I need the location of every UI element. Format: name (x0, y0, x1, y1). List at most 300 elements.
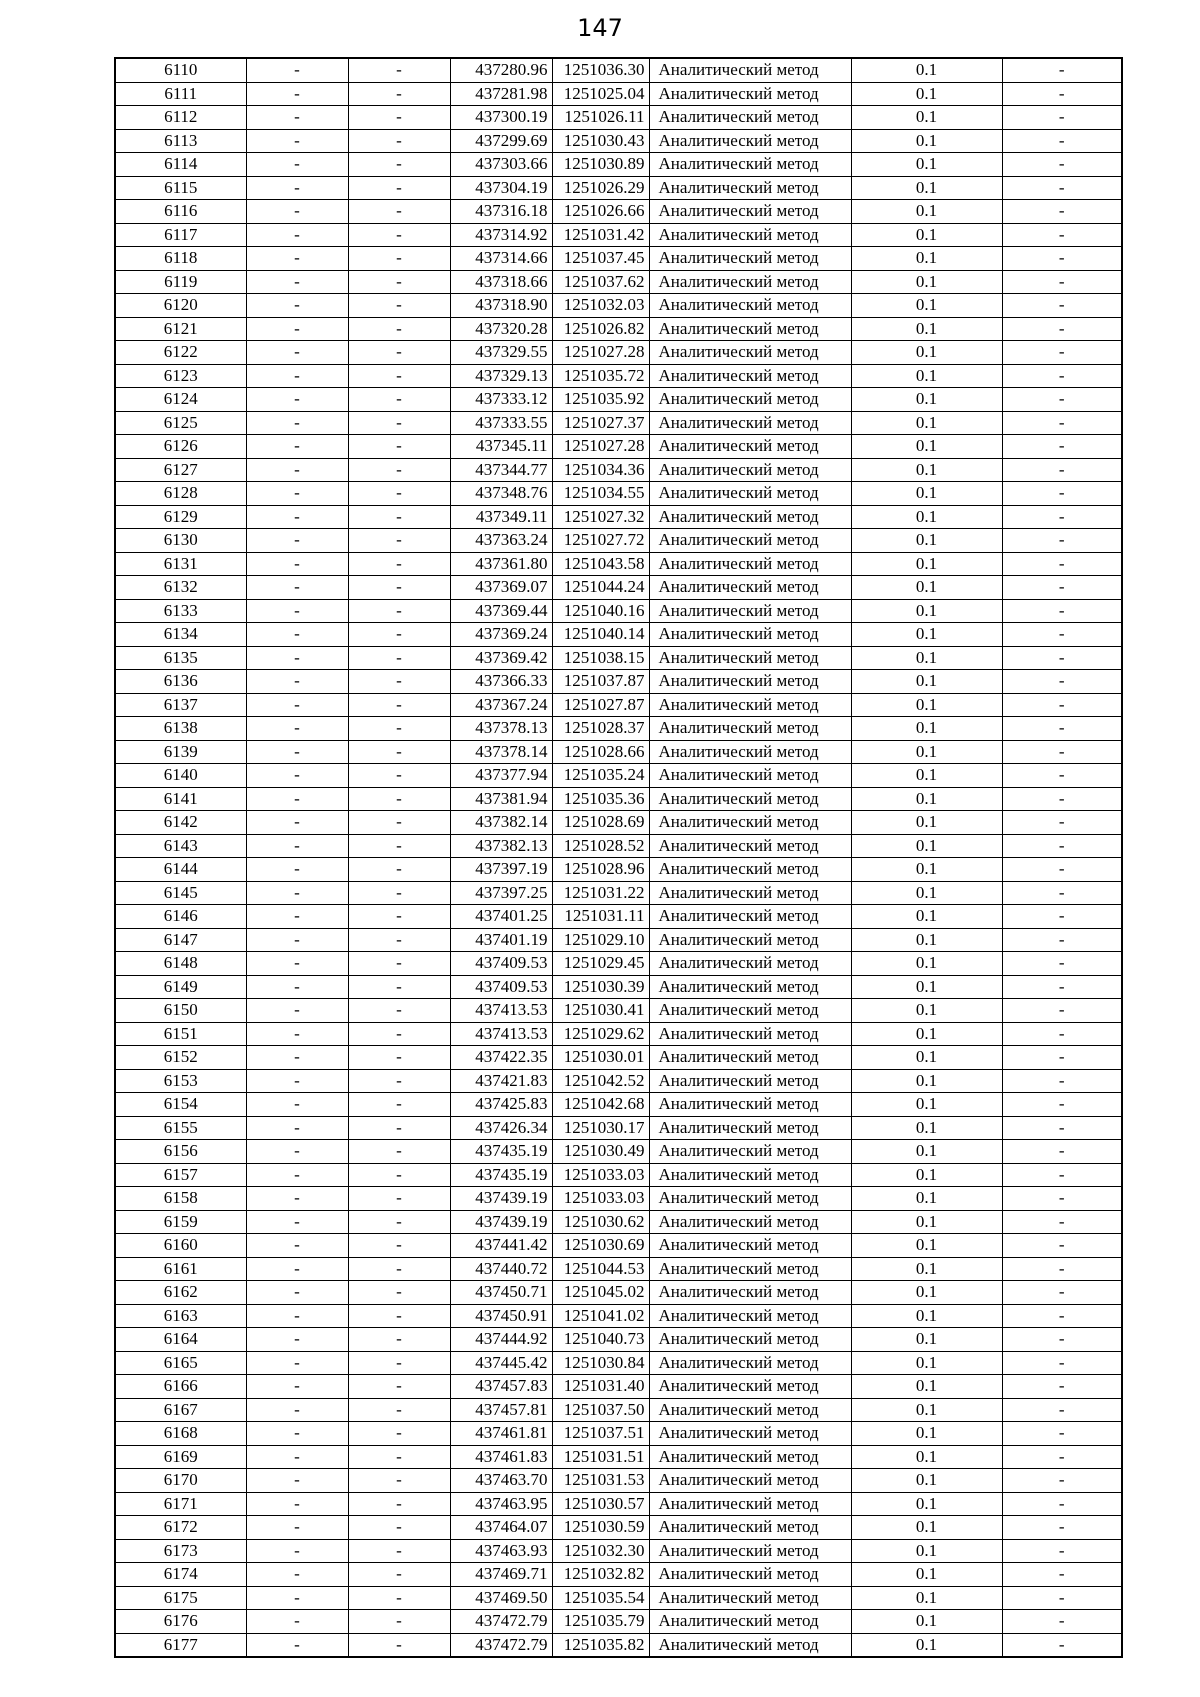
precision-cell: 0.1 (851, 999, 1002, 1023)
dash-cell-a: - (246, 975, 348, 999)
dash-cell-c: - (1002, 999, 1122, 1023)
dash-cell-c: - (1002, 1046, 1122, 1070)
dash-cell-c: - (1002, 693, 1122, 717)
y-coordinate-cell: 1251030.57 (552, 1492, 649, 1516)
dash-cell-b: - (348, 623, 450, 647)
dash-cell-b: - (348, 928, 450, 952)
dash-cell-a: - (246, 505, 348, 529)
dash-cell-a: - (246, 1398, 348, 1422)
dash-cell-a: - (246, 388, 348, 412)
dash-cell-a: - (246, 1281, 348, 1305)
dash-cell-c: - (1002, 881, 1122, 905)
dash-cell-c: - (1002, 1586, 1122, 1610)
x-coordinate-cell: 437378.13 (450, 717, 552, 741)
point-number-cell: 6177 (115, 1633, 246, 1657)
method-cell: Аналитический метод (649, 1116, 851, 1140)
point-number-cell: 6161 (115, 1257, 246, 1281)
table-row (115, 1304, 1122, 1328)
method-cell: Аналитический метод (649, 1351, 851, 1375)
x-coordinate-cell: 437378.14 (450, 740, 552, 764)
x-coordinate-cell: 437345.11 (450, 435, 552, 459)
point-number-cell: 6149 (115, 975, 246, 999)
x-coordinate-cell: 437439.19 (450, 1210, 552, 1234)
point-number-cell: 6136 (115, 670, 246, 694)
precision-cell: 0.1 (851, 270, 1002, 294)
dash-cell-a: - (246, 928, 348, 952)
dash-cell-c: - (1002, 1022, 1122, 1046)
x-coordinate-cell: 437363.24 (450, 529, 552, 553)
table-row (115, 1281, 1122, 1305)
dash-cell-a: - (246, 1163, 348, 1187)
dash-cell-a: - (246, 834, 348, 858)
method-cell: Аналитический метод (649, 881, 851, 905)
x-coordinate-cell: 437329.55 (450, 341, 552, 365)
dash-cell-c: - (1002, 1422, 1122, 1446)
dash-cell-c: - (1002, 623, 1122, 647)
y-coordinate-cell: 1251030.49 (552, 1140, 649, 1164)
method-cell: Аналитический метод (649, 1398, 851, 1422)
precision-cell: 0.1 (851, 1445, 1002, 1469)
dash-cell-c: - (1002, 1328, 1122, 1352)
precision-cell: 0.1 (851, 1539, 1002, 1563)
x-coordinate-cell: 437280.96 (450, 58, 552, 82)
dash-cell-c: - (1002, 1257, 1122, 1281)
precision-cell: 0.1 (851, 529, 1002, 553)
y-coordinate-cell: 1251043.58 (552, 552, 649, 576)
dash-cell-a: - (246, 1046, 348, 1070)
dash-cell-b: - (348, 153, 450, 177)
y-coordinate-cell: 1251037.62 (552, 270, 649, 294)
point-number-cell: 6124 (115, 388, 246, 412)
method-cell: Аналитический метод (649, 529, 851, 553)
dash-cell-b: - (348, 200, 450, 224)
point-number-cell: 6166 (115, 1375, 246, 1399)
table-row (115, 646, 1122, 670)
y-coordinate-cell: 1251027.28 (552, 435, 649, 459)
x-coordinate-cell: 437329.13 (450, 364, 552, 388)
precision-cell: 0.1 (851, 1375, 1002, 1399)
precision-cell: 0.1 (851, 670, 1002, 694)
x-coordinate-cell: 437318.90 (450, 294, 552, 318)
x-coordinate-cell: 437457.83 (450, 1375, 552, 1399)
point-number-cell: 6140 (115, 764, 246, 788)
method-cell: Аналитический метод (649, 388, 851, 412)
precision-cell: 0.1 (851, 740, 1002, 764)
dash-cell-a: - (246, 58, 348, 82)
dash-cell-c: - (1002, 364, 1122, 388)
y-coordinate-cell: 1251030.43 (552, 129, 649, 153)
point-number-cell: 6142 (115, 811, 246, 835)
dash-cell-a: - (246, 1116, 348, 1140)
x-coordinate-cell: 437457.81 (450, 1398, 552, 1422)
dash-cell-b: - (348, 693, 450, 717)
point-number-cell: 6174 (115, 1563, 246, 1587)
y-coordinate-cell: 1251030.89 (552, 153, 649, 177)
dash-cell-a: - (246, 717, 348, 741)
y-coordinate-cell: 1251027.37 (552, 411, 649, 435)
table-row (115, 1328, 1122, 1352)
point-number-cell: 6157 (115, 1163, 246, 1187)
table-row (115, 1492, 1122, 1516)
precision-cell: 0.1 (851, 1469, 1002, 1493)
dash-cell-b: - (348, 1140, 450, 1164)
dash-cell-b: - (348, 129, 450, 153)
dash-cell-b: - (348, 552, 450, 576)
point-number-cell: 6126 (115, 435, 246, 459)
precision-cell: 0.1 (851, 247, 1002, 271)
dash-cell-b: - (348, 1210, 450, 1234)
y-coordinate-cell: 1251028.37 (552, 717, 649, 741)
y-coordinate-cell: 1251035.54 (552, 1586, 649, 1610)
x-coordinate-cell: 437469.50 (450, 1586, 552, 1610)
dash-cell-c: - (1002, 176, 1122, 200)
y-coordinate-cell: 1251032.82 (552, 1563, 649, 1587)
y-coordinate-cell: 1251035.79 (552, 1610, 649, 1634)
point-number-cell: 6135 (115, 646, 246, 670)
point-number-cell: 6145 (115, 881, 246, 905)
dash-cell-c: - (1002, 435, 1122, 459)
method-cell: Аналитический метод (649, 552, 851, 576)
precision-cell: 0.1 (851, 1563, 1002, 1587)
dash-cell-c: - (1002, 1304, 1122, 1328)
dash-cell-a: - (246, 411, 348, 435)
dash-cell-c: - (1002, 811, 1122, 835)
y-coordinate-cell: 1251042.68 (552, 1093, 649, 1117)
point-number-cell: 6176 (115, 1610, 246, 1634)
precision-cell: 0.1 (851, 317, 1002, 341)
dash-cell-b: - (348, 1492, 450, 1516)
table-row (115, 1539, 1122, 1563)
dash-cell-b: - (348, 834, 450, 858)
dash-cell-c: - (1002, 247, 1122, 271)
dash-cell-c: - (1002, 740, 1122, 764)
method-cell: Аналитический метод (649, 1586, 851, 1610)
point-number-cell: 6172 (115, 1516, 246, 1540)
x-coordinate-cell: 437369.42 (450, 646, 552, 670)
dash-cell-c: - (1002, 1445, 1122, 1469)
dash-cell-b: - (348, 1281, 450, 1305)
dash-cell-b: - (348, 1163, 450, 1187)
x-coordinate-cell: 437422.35 (450, 1046, 552, 1070)
method-cell: Аналитический метод (649, 975, 851, 999)
method-cell: Аналитический метод (649, 1328, 851, 1352)
dash-cell-a: - (246, 1351, 348, 1375)
x-coordinate-cell: 437314.66 (450, 247, 552, 271)
dash-cell-a: - (246, 693, 348, 717)
y-coordinate-cell: 1251040.16 (552, 599, 649, 623)
point-number-cell: 6148 (115, 952, 246, 976)
x-coordinate-cell: 437426.34 (450, 1116, 552, 1140)
x-coordinate-cell: 437440.72 (450, 1257, 552, 1281)
precision-cell: 0.1 (851, 881, 1002, 905)
point-number-cell: 6130 (115, 529, 246, 553)
y-coordinate-cell: 1251027.28 (552, 341, 649, 365)
precision-cell: 0.1 (851, 717, 1002, 741)
point-number-cell: 6147 (115, 928, 246, 952)
method-cell: Аналитический метод (649, 1022, 851, 1046)
precision-cell: 0.1 (851, 1022, 1002, 1046)
dash-cell-c: - (1002, 1351, 1122, 1375)
method-cell: Аналитический метод (649, 1069, 851, 1093)
y-coordinate-cell: 1251031.42 (552, 223, 649, 247)
dash-cell-b: - (348, 1257, 450, 1281)
method-cell: Аналитический метод (649, 646, 851, 670)
x-coordinate-cell: 437281.98 (450, 82, 552, 106)
dash-cell-b: - (348, 717, 450, 741)
x-coordinate-cell: 437469.71 (450, 1563, 552, 1587)
y-coordinate-cell: 1251034.55 (552, 482, 649, 506)
dash-cell-b: - (348, 1328, 450, 1352)
method-cell: Аналитический метод (649, 294, 851, 318)
precision-cell: 0.1 (851, 1116, 1002, 1140)
table-row (115, 341, 1122, 365)
precision-cell: 0.1 (851, 129, 1002, 153)
point-number-cell: 6150 (115, 999, 246, 1023)
table-row (115, 1116, 1122, 1140)
x-coordinate-cell: 437361.80 (450, 552, 552, 576)
point-number-cell: 6144 (115, 858, 246, 882)
dash-cell-a: - (246, 1210, 348, 1234)
point-number-cell: 6114 (115, 153, 246, 177)
dash-cell-c: - (1002, 1398, 1122, 1422)
precision-cell: 0.1 (851, 952, 1002, 976)
dash-cell-c: - (1002, 1375, 1122, 1399)
table-row (115, 693, 1122, 717)
point-number-cell: 6153 (115, 1069, 246, 1093)
table-row (115, 576, 1122, 600)
dash-cell-a: - (246, 176, 348, 200)
point-number-cell: 6131 (115, 552, 246, 576)
table-row (115, 999, 1122, 1023)
precision-cell: 0.1 (851, 764, 1002, 788)
dash-cell-a: - (246, 1492, 348, 1516)
precision-cell: 0.1 (851, 1492, 1002, 1516)
table-row (115, 58, 1122, 82)
dash-cell-a: - (246, 787, 348, 811)
dash-cell-a: - (246, 1375, 348, 1399)
dash-cell-a: - (246, 317, 348, 341)
dash-cell-c: - (1002, 1163, 1122, 1187)
table-row (115, 364, 1122, 388)
point-number-cell: 6121 (115, 317, 246, 341)
method-cell: Аналитический метод (649, 82, 851, 106)
method-cell: Аналитический метод (649, 811, 851, 835)
y-coordinate-cell: 1251030.69 (552, 1234, 649, 1258)
x-coordinate-cell: 437472.79 (450, 1610, 552, 1634)
dash-cell-b: - (348, 881, 450, 905)
dash-cell-c: - (1002, 341, 1122, 365)
dash-cell-c: - (1002, 1516, 1122, 1540)
y-coordinate-cell: 1251031.53 (552, 1469, 649, 1493)
table-row (115, 388, 1122, 412)
point-number-cell: 6164 (115, 1328, 246, 1352)
method-cell: Аналитический метод (649, 270, 851, 294)
dash-cell-b: - (348, 58, 450, 82)
precision-cell: 0.1 (851, 82, 1002, 106)
point-number-cell: 6143 (115, 834, 246, 858)
dash-cell-c: - (1002, 764, 1122, 788)
x-coordinate-cell: 437299.69 (450, 129, 552, 153)
method-cell: Аналитический метод (649, 129, 851, 153)
x-coordinate-cell: 437401.19 (450, 928, 552, 952)
dash-cell-b: - (348, 999, 450, 1023)
dash-cell-c: - (1002, 1633, 1122, 1657)
dash-cell-b: - (348, 646, 450, 670)
point-number-cell: 6113 (115, 129, 246, 153)
precision-cell: 0.1 (851, 1610, 1002, 1634)
table-row (115, 858, 1122, 882)
point-number-cell: 6171 (115, 1492, 246, 1516)
y-coordinate-cell: 1251042.52 (552, 1069, 649, 1093)
dash-cell-b: - (348, 787, 450, 811)
y-coordinate-cell: 1251037.51 (552, 1422, 649, 1446)
point-number-cell: 6175 (115, 1586, 246, 1610)
method-cell: Аналитический метод (649, 1633, 851, 1657)
table-row (115, 1445, 1122, 1469)
dash-cell-b: - (348, 82, 450, 106)
y-coordinate-cell: 1251035.24 (552, 764, 649, 788)
table-row (115, 223, 1122, 247)
y-coordinate-cell: 1251029.62 (552, 1022, 649, 1046)
y-coordinate-cell: 1251028.96 (552, 858, 649, 882)
dash-cell-b: - (348, 1234, 450, 1258)
dash-cell-b: - (348, 1351, 450, 1375)
dash-cell-b: - (348, 270, 450, 294)
dash-cell-c: - (1002, 411, 1122, 435)
point-number-cell: 6156 (115, 1140, 246, 1164)
table-row (115, 482, 1122, 506)
method-cell: Аналитический метод (649, 599, 851, 623)
method-cell: Аналитический метод (649, 317, 851, 341)
table-row (115, 787, 1122, 811)
method-cell: Аналитический метод (649, 1140, 851, 1164)
dash-cell-c: - (1002, 1281, 1122, 1305)
method-cell: Аналитический метод (649, 1375, 851, 1399)
dash-cell-b: - (348, 1422, 450, 1446)
precision-cell: 0.1 (851, 482, 1002, 506)
table-row (115, 928, 1122, 952)
point-number-cell: 6110 (115, 58, 246, 82)
precision-cell: 0.1 (851, 153, 1002, 177)
x-coordinate-cell: 437450.91 (450, 1304, 552, 1328)
precision-cell: 0.1 (851, 834, 1002, 858)
y-coordinate-cell: 1251028.66 (552, 740, 649, 764)
x-coordinate-cell: 437344.77 (450, 458, 552, 482)
table-row (115, 670, 1122, 694)
table-row (115, 129, 1122, 153)
precision-cell: 0.1 (851, 435, 1002, 459)
x-coordinate-cell: 437369.24 (450, 623, 552, 647)
method-cell: Аналитический метод (649, 247, 851, 271)
dash-cell-c: - (1002, 388, 1122, 412)
dash-cell-c: - (1002, 200, 1122, 224)
dash-cell-a: - (246, 740, 348, 764)
dash-cell-a: - (246, 1469, 348, 1493)
precision-cell: 0.1 (851, 1234, 1002, 1258)
dash-cell-c: - (1002, 505, 1122, 529)
x-coordinate-cell: 437463.95 (450, 1492, 552, 1516)
point-number-cell: 6112 (115, 106, 246, 130)
dash-cell-b: - (348, 1116, 450, 1140)
dash-cell-a: - (246, 552, 348, 576)
x-coordinate-cell: 437333.12 (450, 388, 552, 412)
method-cell: Аналитический метод (649, 1445, 851, 1469)
method-cell: Аналитический метод (649, 1563, 851, 1587)
dash-cell-b: - (348, 106, 450, 130)
table-row (115, 1069, 1122, 1093)
x-coordinate-cell: 437413.53 (450, 999, 552, 1023)
precision-cell: 0.1 (851, 1633, 1002, 1657)
table-row (115, 1516, 1122, 1540)
x-coordinate-cell: 437409.53 (450, 952, 552, 976)
point-number-cell: 6137 (115, 693, 246, 717)
point-number-cell: 6116 (115, 200, 246, 224)
table-row (115, 1586, 1122, 1610)
dash-cell-c: - (1002, 670, 1122, 694)
y-coordinate-cell: 1251030.41 (552, 999, 649, 1023)
table-row (115, 881, 1122, 905)
precision-cell: 0.1 (851, 599, 1002, 623)
dash-cell-b: - (348, 223, 450, 247)
dash-cell-b: - (348, 952, 450, 976)
dash-cell-c: - (1002, 1610, 1122, 1634)
precision-cell: 0.1 (851, 858, 1002, 882)
point-number-cell: 6119 (115, 270, 246, 294)
dash-cell-a: - (246, 1069, 348, 1093)
dash-cell-b: - (348, 1445, 450, 1469)
dash-cell-b: - (348, 1304, 450, 1328)
precision-cell: 0.1 (851, 505, 1002, 529)
method-cell: Аналитический метод (649, 411, 851, 435)
x-coordinate-cell: 437397.19 (450, 858, 552, 882)
y-coordinate-cell: 1251031.51 (552, 1445, 649, 1469)
precision-cell: 0.1 (851, 223, 1002, 247)
x-coordinate-cell: 437435.19 (450, 1163, 552, 1187)
dash-cell-b: - (348, 482, 450, 506)
dash-cell-c: - (1002, 1210, 1122, 1234)
dash-cell-a: - (246, 1422, 348, 1446)
dash-cell-a: - (246, 999, 348, 1023)
dash-cell-c: - (1002, 458, 1122, 482)
y-coordinate-cell: 1251030.01 (552, 1046, 649, 1070)
dash-cell-a: - (246, 1563, 348, 1587)
method-cell: Аналитический метод (649, 1422, 851, 1446)
precision-cell: 0.1 (851, 1093, 1002, 1117)
method-cell: Аналитический метод (649, 670, 851, 694)
x-coordinate-cell: 437366.33 (450, 670, 552, 694)
point-number-cell: 6155 (115, 1116, 246, 1140)
dash-cell-b: - (348, 388, 450, 412)
dash-cell-a: - (246, 1516, 348, 1540)
x-coordinate-cell: 437461.81 (450, 1422, 552, 1446)
dash-cell-a: - (246, 905, 348, 929)
y-coordinate-cell: 1251030.84 (552, 1351, 649, 1375)
y-coordinate-cell: 1251026.82 (552, 317, 649, 341)
dash-cell-a: - (246, 82, 348, 106)
y-coordinate-cell: 1251032.30 (552, 1539, 649, 1563)
dash-cell-a: - (246, 858, 348, 882)
y-coordinate-cell: 1251030.17 (552, 1116, 649, 1140)
method-cell: Аналитический метод (649, 576, 851, 600)
x-coordinate-cell: 437382.13 (450, 834, 552, 858)
point-number-cell: 6141 (115, 787, 246, 811)
dash-cell-b: - (348, 1469, 450, 1493)
method-cell: Аналитический метод (649, 1210, 851, 1234)
dash-cell-a: - (246, 599, 348, 623)
x-coordinate-cell: 437367.24 (450, 693, 552, 717)
table-row (115, 1633, 1122, 1657)
precision-cell: 0.1 (851, 294, 1002, 318)
